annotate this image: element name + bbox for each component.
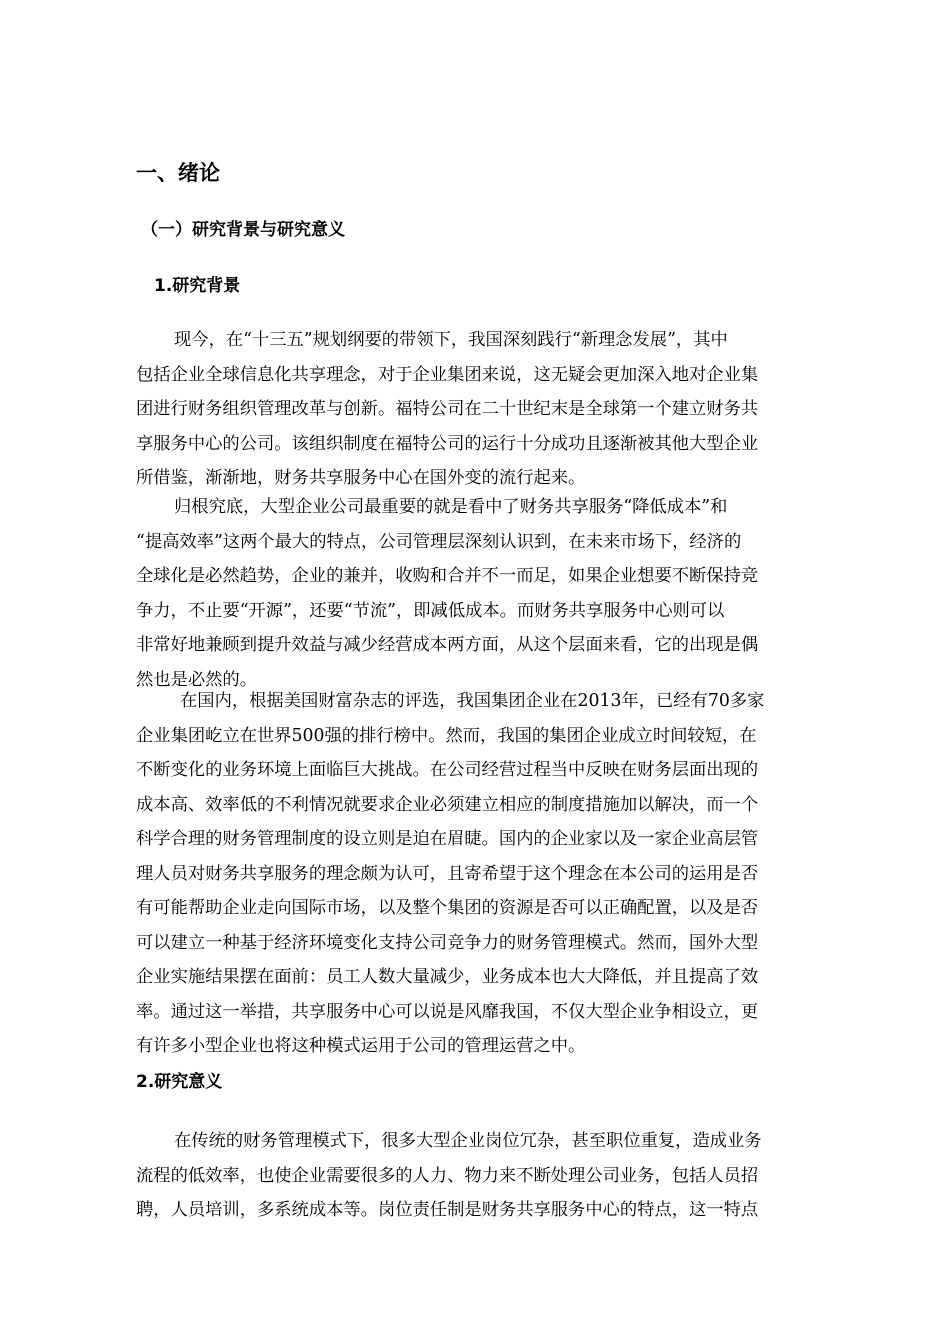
paragraph-line: 有许多小型企业也将这种模式运用于公司的管理运营之中。	[136, 1036, 586, 1056]
section-heading: （一）研究背景与研究意义	[141, 220, 345, 240]
paragraph-line: 全球化是必然趋势，企业的兼并，收购和合并不一而足，如果企业想要不断保持竞	[136, 566, 759, 586]
paragraph-line: 享服务中心的公司。该组织制度在福特公司的运行十分成功且逐渐被其他大型企业	[136, 433, 759, 454]
paragraph-line: 在传统的财务管理模式下，很多大型企业岗位冗杂，甚至职位重复，造成业务	[174, 1131, 762, 1151]
paragraph-line: 所借鉴，渐渐地，财务共享服务中心在国外变的流行起来。	[136, 468, 586, 488]
paragraph-line: 有可能帮助企业走向国际市场，以及整个集团的资源是否可以正确配置，以及是否	[136, 898, 759, 918]
paragraph-line: 团进行财务组织管理改革与创新。福特公司在二十世纪末是全球第一个建立财务共	[136, 399, 759, 419]
paragraph-line: 现今，在“十三五”规划纲要的带领下，我国深刻践行“新理念发展”，其中	[174, 330, 728, 350]
subsection-heading-background: 1.研究背景	[154, 276, 241, 296]
paragraph-3	[136, 684, 826, 1064]
paragraph-line: 理人员对财务共享服务的理念颇为认可，且寄希望于这个理念在本公司的运用是否	[136, 863, 759, 884]
paragraph-line: 争力，不止要“开源”，还要“节流”，即减低成本。而财务共享服务中心则可以	[136, 600, 725, 621]
chapter-heading: 一、绪论	[136, 161, 220, 185]
paragraph-line: 在国内，根据美国财富杂志的评选，我国集团企业在2013年，已经有70多家	[180, 691, 765, 711]
paragraph-line: 不断变化的业务环境上面临巨大挑战。在公司经营过程当中反映在财务层面出现的	[136, 760, 759, 780]
paragraph-1	[136, 323, 826, 496]
paragraph-line: 成本高、效率低的不利情况就要求企业必须建立相应的制度措施加以解决，而一个	[136, 794, 759, 815]
paragraph-line: 聘，人员培训，多系统成本等。岗位责任制是财务共享服务中心的特点，这一特点	[136, 1200, 759, 1220]
paragraph-line: 流程的低效率，也使企业需要很多的人力、物力来不断处理公司业务，包括人员招	[136, 1165, 759, 1186]
paragraph-line: 率。通过这一举措，共享服务中心可以说是风靡我国，不仅大型企业争相设立，更	[136, 1001, 759, 1022]
paragraph-line: 企业集团屹立在世界500强的排行榜中。然而，我国的集团企业成立时间较短，在	[136, 725, 757, 746]
subsection-heading-significance: 2.研究意义	[136, 1072, 223, 1092]
paragraph-line: 企业实施结果摆在面前：员工人数大量减少，业务成本也大大降低，并且提高了效	[136, 967, 759, 987]
paragraph-line: 非常好地兼顾到提升效益与减少经营成本两方面，从这个层面来看，它的出现是偶	[136, 635, 759, 655]
paragraph-line: 可以建立一种基于经济环境变化支持公司竞争力的财务管理模式。然而，国外大型	[136, 932, 759, 953]
paragraph-line: 然也是必然的。	[136, 669, 257, 690]
paragraph-line: 归根究底，大型企业公司最重要的就是看中了财务共享服务“降低成本”和	[174, 497, 728, 517]
paragraph-2	[136, 490, 826, 697]
paragraph-line: “提高效率”这两个最大的特点，公司管理层深刻认识到，在未来市场下，经济的	[136, 531, 742, 552]
paragraph-line: 科学合理的财务管理制度的设立则是迫在眉睫。国内的企业家以及一家企业高层管	[136, 829, 759, 849]
paragraph-line: 包括企业全球信息化共享理念，对于企业集团来说，这无疑会更加深入地对企业集	[136, 364, 759, 385]
paragraph-4	[136, 1124, 826, 1228]
